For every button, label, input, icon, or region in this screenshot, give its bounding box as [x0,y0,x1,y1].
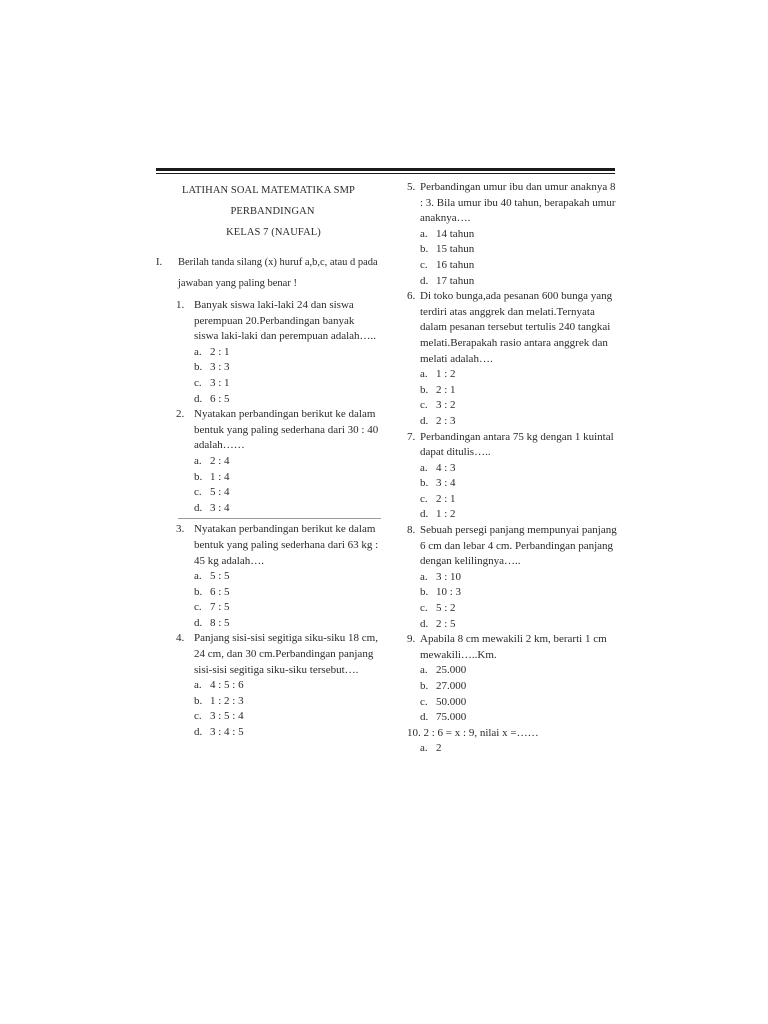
option-letter: a. [194,454,202,467]
right-column [407,180,619,757]
header-rule-thick [156,168,615,171]
option-b[interactable] [194,585,381,601]
option-letter: b. [420,383,429,396]
option-c[interactable] [194,600,381,616]
option-text: 17 tahun [436,274,475,287]
option-text: 2 [436,742,442,755]
question-8 [407,523,619,632]
option-letter: c. [194,601,202,614]
option-d[interactable] [420,274,619,290]
option-text: 2 : 3 [436,414,456,427]
option-text: 6 : 5 [210,392,230,405]
option-text: 3 : 2 [436,399,456,412]
option-letter: b. [194,361,203,374]
document-header [156,180,381,243]
option-letter: b. [420,680,429,692]
option-letter: d. [420,617,429,630]
option-text: 50.000 [436,695,467,708]
question-number: 3. [176,523,185,536]
option-text: 14 tahun [436,227,475,240]
question-text: Di toko bunga,ada pesanan 600 bunga yang terdiri atas anggrek dan melati.Ternyata dalam pesanan tersebut tertulis 240 tangkai melati.Berapakah rasio antara anggrek dan melati adalah…. [420,290,613,365]
option-letter: b. [194,694,203,707]
option-letter: b. [420,477,429,490]
question-text: Apabila 8 cm mewakili 2 km, berarti 1 cm mewakili…..Km. [420,633,607,661]
option-text: 15 tahun [436,243,475,256]
option-b[interactable] [420,242,619,258]
option-letter: d. [194,726,203,739]
option-text: 1 : 2 [436,368,456,381]
question-7 [407,430,619,524]
option-b[interactable] [194,694,381,710]
option-text: 25.000 [436,664,467,677]
option-c[interactable] [194,709,381,725]
option-letter: d. [420,414,429,427]
option-text: 2 : 4 [210,454,230,467]
document-topic: PERBANDINGAN [230,206,315,217]
question-number: 6. [407,290,416,303]
option-text: 6 : 5 [210,585,230,598]
option-text: 27.000 [436,680,467,692]
option-a[interactable] [194,454,381,470]
option-text: 3 : 4 : 5 [210,726,244,739]
option-d[interactable] [420,414,619,430]
option-c[interactable] [420,492,619,508]
option-letter: a. [420,570,428,583]
option-letter: c. [420,258,428,271]
option-a[interactable] [194,569,381,585]
option-letter: d. [194,616,203,629]
option-text: 7 : 5 [210,601,230,614]
option-a[interactable] [420,367,619,383]
option-c[interactable] [194,485,381,501]
option-text: 2 : 1 [210,345,230,358]
question-number: 10. [407,726,421,739]
question-number: 7. [407,430,416,443]
section-number: I. [156,257,163,268]
option-text: 3 : 1 [210,376,230,389]
option-a[interactable] [420,663,619,679]
option-letter: a. [420,368,428,381]
question-text: Panjang sisi-sisi segitiga siku-siku 18 cm, 24 cm, dan 30 cm.Perbandingan panjang sisi-sisi segitiga siku-siku tersebut…. [194,632,378,676]
option-c[interactable] [420,258,619,274]
question-1 [156,298,381,407]
question-text: Sebuah persegi panjang mempunyai panjang 6 cm dan lebar 4 cm. Perbandingan panjang dengan kelilingnya….. [420,524,617,568]
question-number: 8. [407,524,416,537]
option-d[interactable] [194,725,381,741]
option-a[interactable] [194,678,381,694]
option-b[interactable] [194,470,381,486]
option-text: 3 : 10 [436,570,462,583]
option-text: 4 : 5 : 6 [210,679,244,692]
option-text: 2 : 1 [436,383,456,396]
question-5 [407,180,619,289]
option-letter: d. [420,508,429,521]
option-letter: d. [420,711,429,724]
option-c[interactable] [420,601,619,617]
instruction-text: Berilah tanda silang (x) huruf a,b,c, atau d pada jawaban yang paling benar ! [178,257,378,289]
left-column [156,180,381,741]
option-letter: b. [194,585,203,598]
option-b[interactable] [420,383,619,399]
divider [178,518,381,519]
option-text: 5 : 5 [210,570,230,583]
question-9 [407,632,619,726]
option-letter: d. [194,501,203,514]
option-letter: b. [420,586,429,599]
option-text: 3 : 4 [436,477,456,490]
option-letter: a. [194,345,202,358]
option-c[interactable] [420,695,619,711]
option-a[interactable] [420,570,619,586]
option-text: 5 : 4 [210,486,230,499]
question-4 [156,631,381,740]
question-text: 2 : 6 = x : 9, nilai x =…… [423,726,539,739]
option-b[interactable] [194,360,381,376]
option-letter: a. [420,742,428,755]
question-text: Perbandingan umur ibu dan umur anaknya 8 : 3. Bila umur ibu 40 tahun, berapakah umur anaknya…. [420,181,616,225]
option-text: 10 : 3 [436,586,462,599]
option-a[interactable] [194,345,381,361]
option-text: 3 : 5 : 4 [210,710,244,723]
option-d[interactable] [420,507,619,523]
option-d[interactable] [420,617,619,633]
option-letter: c. [420,399,428,412]
option-letter: c. [194,486,202,499]
question-text: Nyatakan perbandingan berikut ke dalam bentuk yang paling sederhana dari 63 kg : 45 kg adalah…. [194,523,379,567]
option-letter: c. [420,492,428,505]
option-letter: c. [420,695,428,708]
option-text: 2 : 1 [436,492,456,505]
option-text: 3 : 4 [210,501,230,514]
option-text: 75.000 [436,711,467,724]
option-text: 4 : 3 [436,461,456,474]
option-a[interactable] [420,461,619,477]
option-d[interactable] [420,710,619,726]
option-text: 3 : 3 [210,361,230,374]
option-text: 1 : 4 [210,470,230,483]
document-title: LATIHAN SOAL MATEMATIKA SMP [182,185,355,196]
option-letter: d. [420,274,429,287]
option-letter: c. [420,602,428,615]
option-letter: a. [420,461,428,474]
question-text: Nyatakan perbandingan berikut ke dalam bentuk yang paling sederhana dari 30 : 40 adalah…… [194,408,379,452]
question-number: 2. [176,408,185,421]
option-letter: b. [194,470,203,483]
question-10 [407,726,619,757]
header-rule-thin [156,173,615,174]
option-text: 2 : 5 [436,617,456,630]
option-c[interactable] [194,376,381,392]
question-number: 1. [176,299,185,311]
option-letter: a. [194,679,202,692]
question-number: 4. [176,632,185,645]
instruction [156,252,381,294]
option-text: 8 : 5 [210,616,230,629]
option-letter: a. [420,664,428,677]
option-b[interactable] [420,476,619,492]
option-b[interactable] [420,585,619,601]
option-a[interactable] [420,741,619,757]
option-letter: c. [194,710,202,723]
question-2 [156,407,381,516]
question-number: 5. [407,181,416,193]
option-letter: c. [194,376,202,389]
option-d[interactable] [194,392,381,408]
option-b[interactable] [420,679,619,695]
option-d[interactable] [194,616,381,632]
question-text: Banyak siswa laki-laki 24 dan siswa perempuan 20.Perbandingan banyak siswa laki-laki dan perempuan adalah….. [194,299,377,343]
option-c[interactable] [420,398,619,414]
option-letter: b. [420,243,429,256]
option-d[interactable] [194,501,381,517]
option-a[interactable] [420,227,619,243]
option-letter: d. [194,392,203,405]
option-text: 16 tahun [436,258,475,271]
document-class: KELAS 7 (NAUFAL) [226,227,321,238]
option-text: 5 : 2 [436,602,456,615]
option-text: 1 : 2 : 3 [210,694,244,707]
question-6 [407,289,619,429]
option-letter: a. [194,570,202,583]
question-number: 9. [407,633,416,646]
question-text: Perbandingan antara 75 kg dengan 1 kuintal dapat ditulis….. [420,430,614,459]
option-text: 1 : 2 [436,508,456,521]
question-3 [156,522,381,631]
option-letter: a. [420,227,428,240]
